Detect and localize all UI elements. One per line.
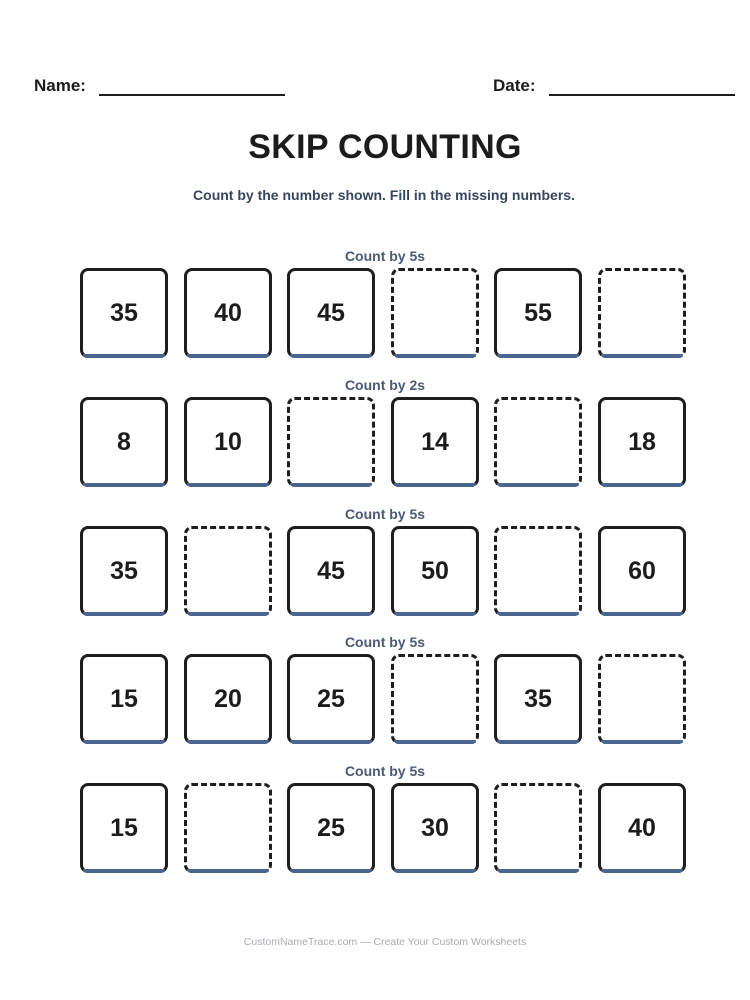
number-box: 8 xyxy=(80,397,168,487)
number-boxes xyxy=(80,654,700,750)
number-box: 45 xyxy=(287,268,375,358)
number-boxes xyxy=(80,397,700,493)
blank-number-box[interactable] xyxy=(598,654,686,744)
row-label: Count by 5s xyxy=(344,506,426,522)
number-box: 35 xyxy=(80,526,168,616)
date-label: Date: xyxy=(493,76,536,95)
number-box: 14 xyxy=(391,397,479,487)
number-box: 15 xyxy=(80,654,168,744)
date-field xyxy=(493,76,735,96)
number-box: 25 xyxy=(287,654,375,744)
number-boxes xyxy=(80,268,700,364)
row-label: Count by 2s xyxy=(344,377,426,393)
row-label: Count by 5s xyxy=(344,248,426,264)
number-box: 35 xyxy=(80,268,168,358)
worksheet-header xyxy=(34,76,736,96)
name-label: Name: xyxy=(34,76,86,95)
name-field xyxy=(34,76,285,96)
blank-number-box[interactable] xyxy=(391,654,479,744)
number-box: 60 xyxy=(598,526,686,616)
blank-number-box[interactable] xyxy=(391,268,479,358)
number-box: 35 xyxy=(494,654,582,744)
blank-number-box[interactable] xyxy=(598,268,686,358)
blank-number-box[interactable] xyxy=(184,526,272,616)
number-box: 30 xyxy=(391,783,479,873)
number-box: 45 xyxy=(287,526,375,616)
date-write-line xyxy=(549,78,735,96)
blank-number-box[interactable] xyxy=(494,526,582,616)
number-boxes xyxy=(80,783,700,879)
page-title: SKIP COUNTING xyxy=(248,128,522,166)
number-box: 20 xyxy=(184,654,272,744)
blank-number-box[interactable] xyxy=(494,783,582,873)
number-box: 10 xyxy=(184,397,272,487)
blank-number-box[interactable] xyxy=(184,783,272,873)
instructions: Count by the number shown. Fill in the missing numbers. xyxy=(193,187,575,203)
number-box: 15 xyxy=(80,783,168,873)
row-label: Count by 5s xyxy=(344,763,426,779)
number-box: 50 xyxy=(391,526,479,616)
name-write-line xyxy=(99,78,285,96)
blank-number-box[interactable] xyxy=(287,397,375,487)
number-box: 40 xyxy=(184,268,272,358)
number-box: 55 xyxy=(494,268,582,358)
blank-number-box[interactable] xyxy=(494,397,582,487)
number-boxes xyxy=(80,526,700,622)
number-box: 18 xyxy=(598,397,686,487)
row-label: Count by 5s xyxy=(344,634,426,650)
footer-credit: CustomNameTrace.com — Create Your Custom Worksheets xyxy=(243,936,527,948)
number-box: 40 xyxy=(598,783,686,873)
number-box: 25 xyxy=(287,783,375,873)
